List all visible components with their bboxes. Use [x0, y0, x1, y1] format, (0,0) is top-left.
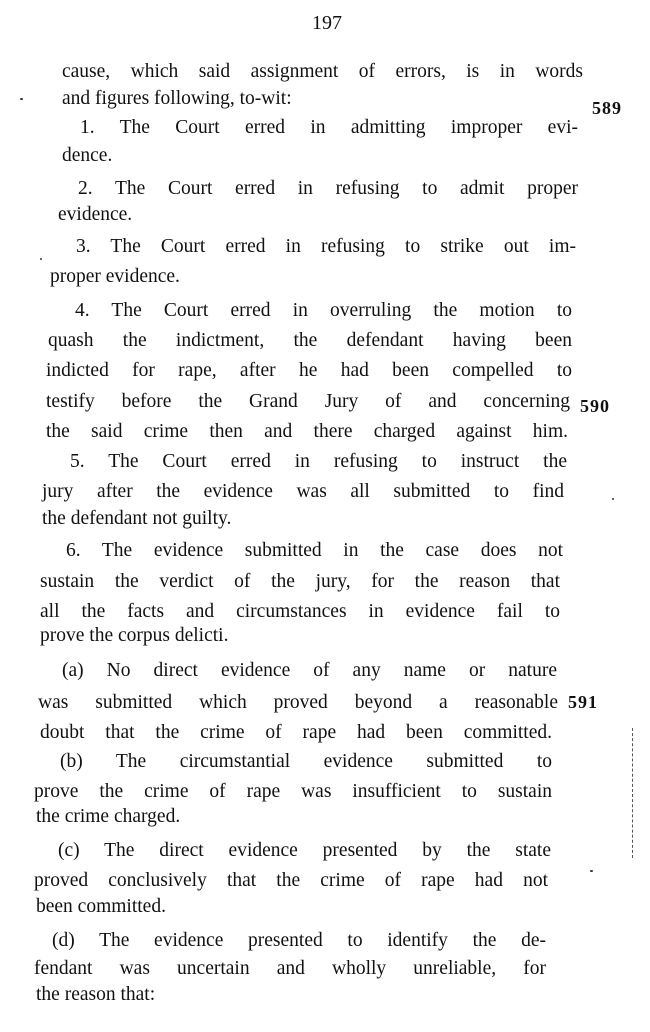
- margin-number-589: 589: [592, 98, 622, 118]
- text-line: (d) The evidence presented to identify the de-: [52, 930, 546, 951]
- text-line: 1. The Court erred in admitting improper evi-: [80, 117, 578, 138]
- margin-number-590: 590: [580, 396, 610, 416]
- text-line: been committed.: [36, 896, 166, 917]
- text-line: doubt that the crime of rape had been committed.: [40, 722, 552, 743]
- text-line: the said crime then and there charged against him.: [46, 421, 568, 442]
- text-line: (a) No direct evidence of any name or nature: [62, 660, 557, 681]
- text-line: the defendant not guilty.: [42, 508, 232, 529]
- text-line: (b) The circumstantial evidence submitted to: [60, 751, 552, 772]
- scan-speck: [20, 98, 23, 100]
- text-line: proper evidence.: [50, 266, 180, 287]
- text-line: indicted for rape, after he had been compelled to: [46, 360, 572, 381]
- text-line: all the facts and circumstances in evidence fail to: [40, 601, 560, 622]
- text-line: 5. The Court erred in refusing to instruct the: [70, 451, 567, 472]
- text-line: jury after the evidence was all submitted to find: [42, 481, 564, 502]
- text-line: and figures following, to-wit:: [62, 88, 292, 109]
- text-line: cause, which said assignment of errors, is in words: [62, 61, 583, 82]
- text-line: 4. The Court erred in overruling the motion to: [75, 300, 572, 321]
- text-line: testify before the Grand Jury of and concerning: [46, 391, 570, 412]
- scan-speck: [590, 870, 593, 872]
- text-line: prove the corpus delicti.: [40, 625, 229, 646]
- text-line: prove the crime of rape was insufficient to sustain: [34, 781, 552, 802]
- scan-speck: [612, 498, 614, 500]
- text-line: sustain the verdict of the jury, for the reason that: [40, 571, 560, 592]
- text-line: fendant was uncertain and wholly unreliable, for: [34, 958, 546, 979]
- text-line: (c) The direct evidence presented by the state: [58, 840, 551, 861]
- text-line: dence.: [62, 145, 113, 166]
- text-line: 6. The evidence submitted in the case does not: [66, 540, 563, 561]
- text-line: 3. The Court erred in refusing to strike out im-: [76, 236, 576, 257]
- scan-artifact-line: [632, 728, 634, 858]
- margin-number-591: 591: [568, 692, 598, 712]
- text-line: the crime charged.: [36, 806, 181, 827]
- text-line: was submitted which proved beyond a reasonable: [38, 692, 558, 713]
- page-number: 197: [312, 12, 342, 34]
- scan-speck: [40, 258, 42, 260]
- text-line: quash the indictment, the defendant having been: [48, 330, 572, 351]
- text-line: the reason that:: [36, 984, 156, 1005]
- text-line: proved conclusively that the crime of rape had not: [34, 870, 548, 891]
- text-line: evidence.: [58, 204, 133, 225]
- text-line: 2. The Court erred in refusing to admit proper: [78, 178, 578, 199]
